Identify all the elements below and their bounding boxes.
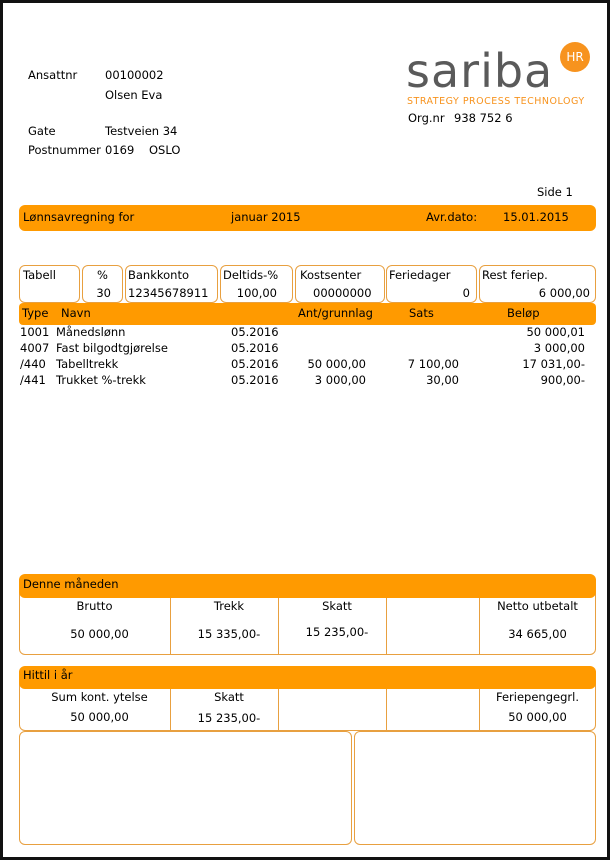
gate-label: Gate xyxy=(28,124,56,138)
deltid-value: 100,00 xyxy=(236,286,277,300)
month-netto-value: 34 665,00 xyxy=(508,627,567,641)
line-ant: 50 000,00 xyxy=(307,357,366,371)
city-value: OSLO xyxy=(149,143,181,157)
table-row xyxy=(0,373,610,389)
month-trekk-label: Trekk xyxy=(213,599,245,613)
payslip-title: Lønnsavregning for xyxy=(23,210,135,224)
line-belop: 17 031,00- xyxy=(522,357,585,371)
ytd-header-bar xyxy=(19,666,596,689)
ytd-skatt-label: Skatt xyxy=(214,690,244,704)
month-brutto-value: 50 000,00 xyxy=(70,627,129,641)
col-sats-header: Sats xyxy=(409,306,434,320)
line-sats: 30,00 xyxy=(426,373,459,387)
col-ant-header: Ant/grunnlag xyxy=(298,306,373,320)
rest-feriep-label: Rest feriep. xyxy=(482,268,548,282)
line-ant: 3 000,00 xyxy=(314,373,366,387)
ansattnr-value: 00100002 xyxy=(105,68,164,82)
line-period: 05.2016 xyxy=(231,357,279,371)
line-period: 05.2016 xyxy=(231,341,279,355)
ytd-feriepenger-value: 50 000,00 xyxy=(508,710,567,724)
percent-value: 30 xyxy=(96,286,111,300)
line-navn: Fast bilgodtgjørelse xyxy=(56,341,168,355)
avr-date-label: Avr.dato: xyxy=(426,210,478,224)
line-navn: Tabelltrekk xyxy=(56,357,119,371)
month-title: Denne måneden xyxy=(23,577,119,591)
hr-badge: HR xyxy=(560,42,590,72)
month-skatt-value: 15 235,00- xyxy=(305,625,369,639)
ytd-sum-label: Sum kont. ytelse xyxy=(51,690,148,704)
ytd-sum-value: 50 000,00 xyxy=(70,710,129,724)
ansattnr-label: Ansattnr xyxy=(28,68,78,82)
bankkonto-value: 12345678911 xyxy=(128,286,209,300)
postnummer-label: Postnummer xyxy=(28,143,101,157)
orgnr-label: Org.nr xyxy=(408,111,445,125)
postnummer-value: 0169 xyxy=(105,143,135,157)
page-number: Side 1 xyxy=(537,185,573,199)
col-belop-header: Beløp xyxy=(507,306,540,320)
col-navn-header: Navn xyxy=(61,306,91,320)
ytd-title: Hittil i år xyxy=(23,668,73,682)
month-skatt-label: Skatt xyxy=(322,599,352,613)
table-row xyxy=(0,341,610,357)
line-belop: 900,00- xyxy=(540,373,585,387)
percent-label: % xyxy=(97,268,108,282)
line-belop: 50 000,01 xyxy=(526,325,585,339)
ytd-skatt-value: 15 235,00- xyxy=(197,711,261,725)
month-brutto-label: Brutto xyxy=(76,599,113,613)
bankkonto-label: Bankkonto xyxy=(128,268,190,282)
avr-date-value: 15.01.2015 xyxy=(503,210,569,224)
month-trekk-value: 15 335,00- xyxy=(197,627,261,641)
ytd-feriepenger-label: Feriepengegrl. xyxy=(496,690,579,704)
company-logo: sariba xyxy=(406,44,554,98)
line-navn: Trukket %-trekk xyxy=(56,373,146,387)
table-row xyxy=(0,357,610,373)
month-netto-label: Netto utbetalt xyxy=(497,599,578,613)
line-type: 4007 xyxy=(20,341,50,355)
feriedager-value: 0 xyxy=(462,286,470,300)
line-navn: Månedslønn xyxy=(56,325,126,339)
table-row xyxy=(0,325,610,341)
payslip-period: januar 2015 xyxy=(231,210,301,224)
line-type: /440 xyxy=(20,357,46,371)
rest-feriep-value: 6 000,00 xyxy=(538,286,590,300)
col-type-header: Type xyxy=(22,306,49,320)
deltid-label: Deltids-% xyxy=(223,268,279,282)
divider xyxy=(386,689,387,731)
line-sats: 7 100,00 xyxy=(407,357,459,371)
tabell-label: Tabell xyxy=(23,268,56,282)
kostsenter-label: Kostsenter xyxy=(300,268,362,282)
line-type: 1001 xyxy=(20,325,50,339)
line-period: 05.2016 xyxy=(231,325,279,339)
orgnr-value: 938 752 6 xyxy=(454,111,513,125)
kostsenter-value: 00000000 xyxy=(313,286,372,300)
company-tagline: STRATEGY PROCESS TECHNOLOGY xyxy=(407,96,585,107)
gate-value: Testveien 34 xyxy=(105,124,178,138)
line-belop: 3 000,00 xyxy=(533,341,585,355)
employee-name: Olsen Eva xyxy=(105,88,163,102)
feriedager-label: Feriedager xyxy=(389,268,451,282)
notes-box-right xyxy=(354,731,596,845)
line-period: 05.2016 xyxy=(231,373,279,387)
notes-box-left xyxy=(19,731,352,845)
line-type: /441 xyxy=(20,373,46,387)
